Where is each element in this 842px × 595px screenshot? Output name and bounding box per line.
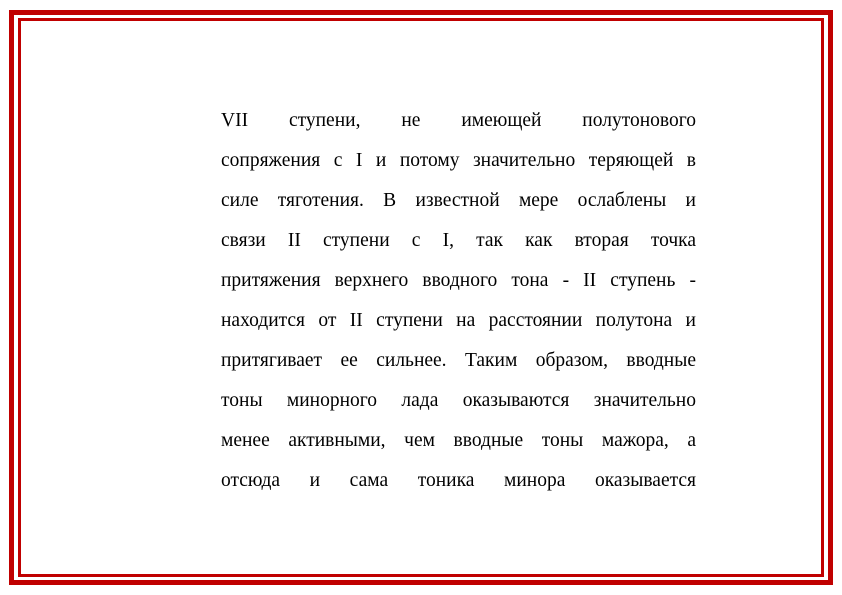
text-line: тоны минорного лада оказываются значительно <box>221 390 696 411</box>
text-line: VII ступени, не имеющей полутонового <box>221 110 696 131</box>
text-line: силе тяготения. В известной мере ослаблены и <box>221 190 696 211</box>
text-line: находится от II ступени на расстоянии полутона и <box>221 310 696 331</box>
text-line: отсюда и сама тоника минора оказывается <box>221 470 696 491</box>
text-line: притяжения верхнего вводного тона - II ступень - <box>221 270 696 291</box>
text-line: менее активными, чем вводные тоны мажора, а <box>221 430 696 451</box>
body-text <box>221 101 696 501</box>
text-line: притягивает ее сильнее. Таким образом, вводные <box>221 350 696 371</box>
text-line: сопряжения с I и потому значительно теряющей в <box>221 150 696 171</box>
text-line: связи II ступени с I, так как вторая точка <box>221 230 696 251</box>
